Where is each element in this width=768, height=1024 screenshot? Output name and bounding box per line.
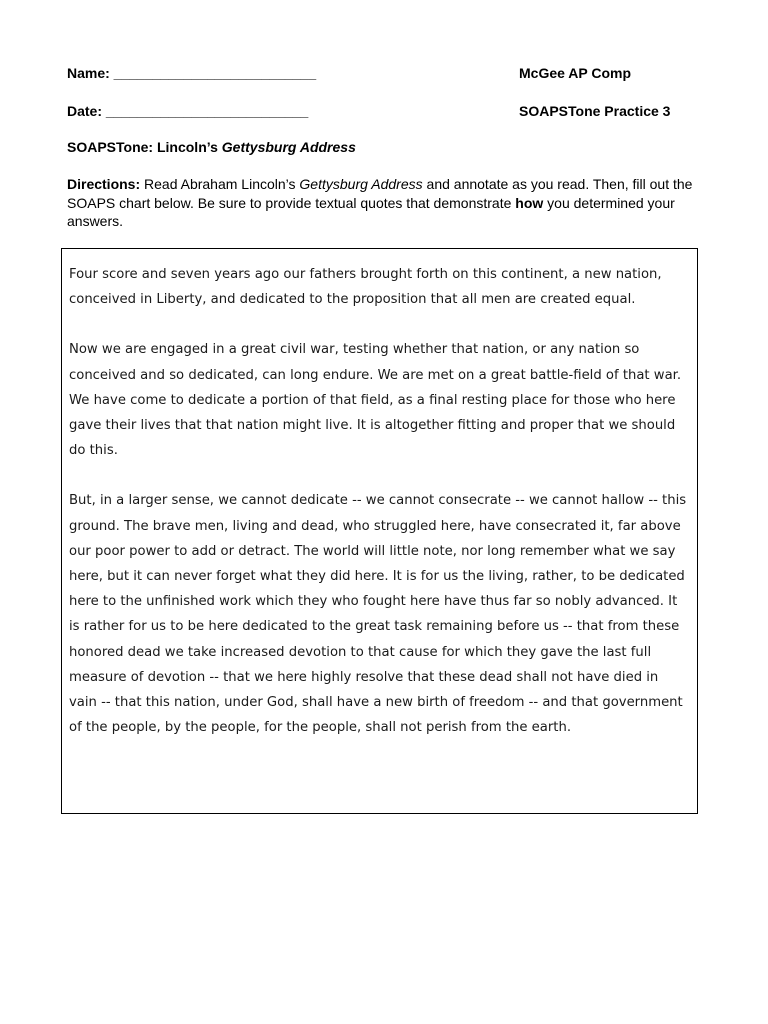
speech-paragraph-1: Four score and seven years ago our fathers brought forth on this continent, a new nation, conceived in Liberty, and dedicated to the proposition that all men are created equal. [69,267,662,308]
directions-emphasis: how [515,194,544,211]
page-title-work: Gettysburg Address [221,139,356,155]
page-title-prefix: SOAPSTone: Lincoln’s [67,139,222,155]
speech-paragraph-3: But, in a larger sense, we cannot dedicate -- we cannot consecrate -- we cannot hallow -- this ground. The brave men, living and dead, who struggled here, have consecrated it, far above our poor power to add or detract. The world will little note, nor long remember what we say here, but it can never forget what they did here. It is for us the living, rather, to be dedicated here to the unfinished work which they who fought here have thus far so nobly advanced. It is rather for us to be here dedicated to the great task remaining before us -- that from these honored dead we take increased devotion to that cause for which they gave the last full measure of devotion -- that we here highly resolve that these dead shall not have died in vain -- that this nation, under God, shall have a new birth of freedom -- and that government of the people, by the people, for the people, shall not perish from the earth. [69,493,687,736]
course-label: McGee AP Comp [519,65,632,81]
directions-part-2: and annotate as you read. Then, fill out the SOAPS chart below. Be sure to provide textual quotes that demonstrate [67,176,693,211]
speech-text-box [61,248,698,814]
directions-work-title: Gettysburg Address [299,176,423,192]
practice-label: SOAPSTone Practice 3 [519,103,671,119]
name-field-line: Name: __________________________ [67,65,317,81]
page-title [67,138,356,156]
directions-part-3: you determined your answers. [67,194,675,229]
speech-paragraph-2: Now we are engaged in a great civil war, testing whether that nation, or any nation so conceived and so dedicated, can long endure. We are met on a great battle-field of that war. We have come to dedicate a portion of that field, as a final resting place for those who here gave their lives that that nation might live. It is altogether fitting and proper that we should do this. [69,342,682,459]
date-field-line: Date: __________________________ [67,103,309,119]
directions-text [67,175,707,231]
directions-label: Directions: [67,176,141,192]
directions-part-1: Read Abraham Lincoln’s [140,176,300,192]
